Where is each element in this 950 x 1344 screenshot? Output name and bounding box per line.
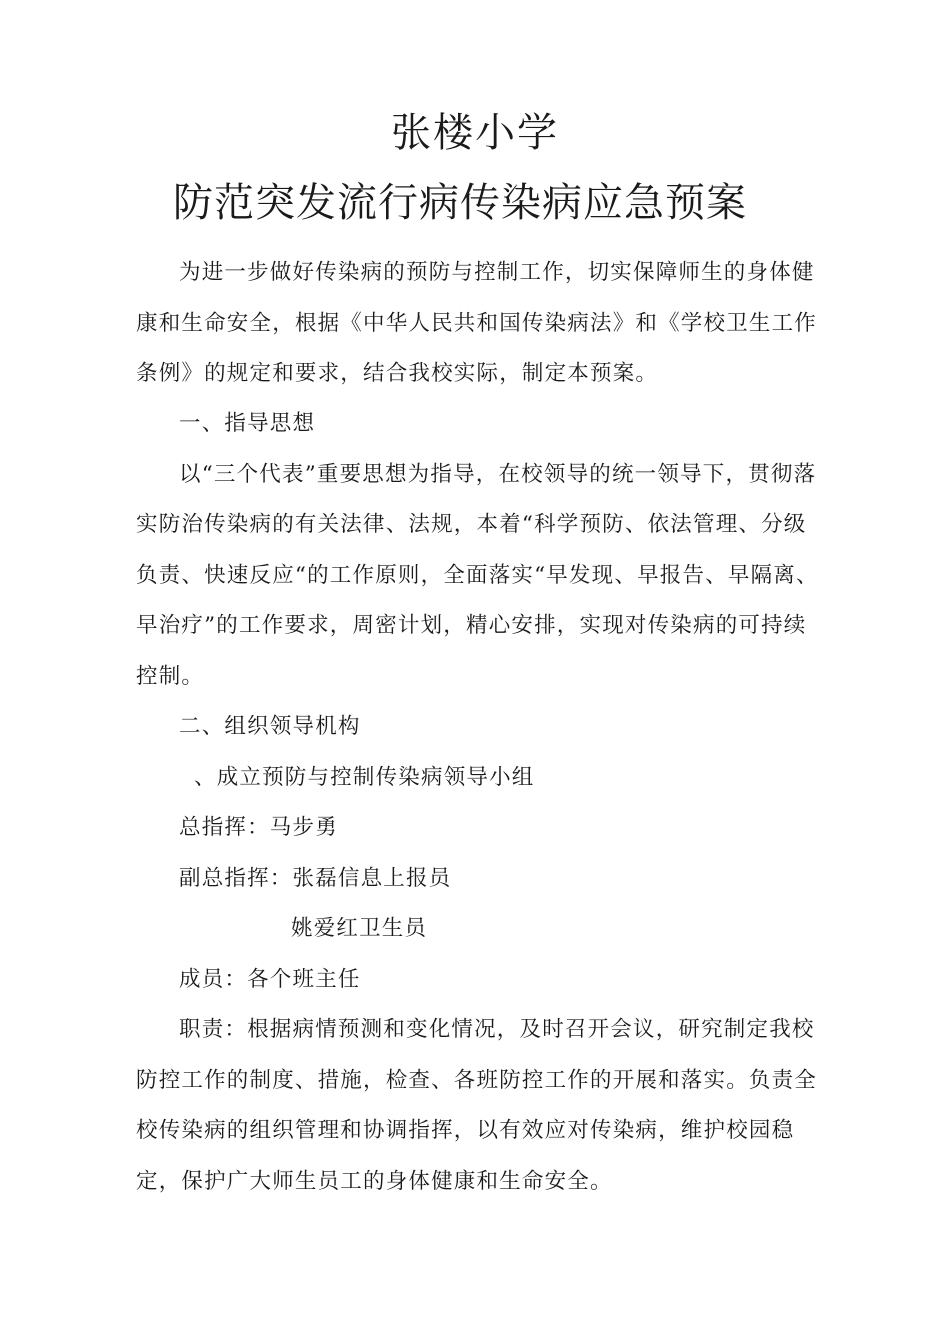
section-1 [136,399,826,702]
section1-heading: 一、指导思想 [179,411,316,436]
section1-body: 以“三个代表”重要思想为指导，在校领导的统一领导下，贯彻落实防治传染病的有关法律、法规，本着“科学预防、依法管理、分级负责、快速反应“的工作原则，全面落实“早发现、早报告、早隔离、早治疗”的工作要求，周密计划，精心安排，实现对传染病的可持续控制。 [136,461,819,689]
members-line: 成员：各个班主任 [179,966,361,992]
school-title: 张楼小学 [391,110,559,156]
plan-title: 防范突发流行病传染病应急预案 [173,180,747,226]
deputy-line: 副总指挥：张磊信息上报员 [179,865,452,891]
section2-heading: 二、组织领导机构 [179,714,361,739]
section-2 [136,702,826,1207]
intro-text: 为进一步做好传染病的预防与控制工作，切实保障师生的身体健康和生命安全，根据《中华人民共和国传染病法》和《学校卫生工作条例》的规定和要求，结合我校实际，制定本预案。 [136,260,818,386]
subsection-title: 、成立预防与控制传染病领导小组 [194,764,535,790]
duties-paragraph: 职责：根据病情预测和变化情况，及时召开会议，研究制定我校防控工作的制度、措施，检查、各班防控工作的开展和落实。负责全校传染病的组织管理和协调指挥，以有效应对传染病，维护校园稳定，保护广大师生员工的身体健康和生命安全。 [136,1017,818,1194]
intro-paragraph [136,248,826,400]
commander-line: 总指挥：马步勇 [179,815,338,840]
deputy-extra-line: 姚爱红卫生员 [291,916,428,941]
